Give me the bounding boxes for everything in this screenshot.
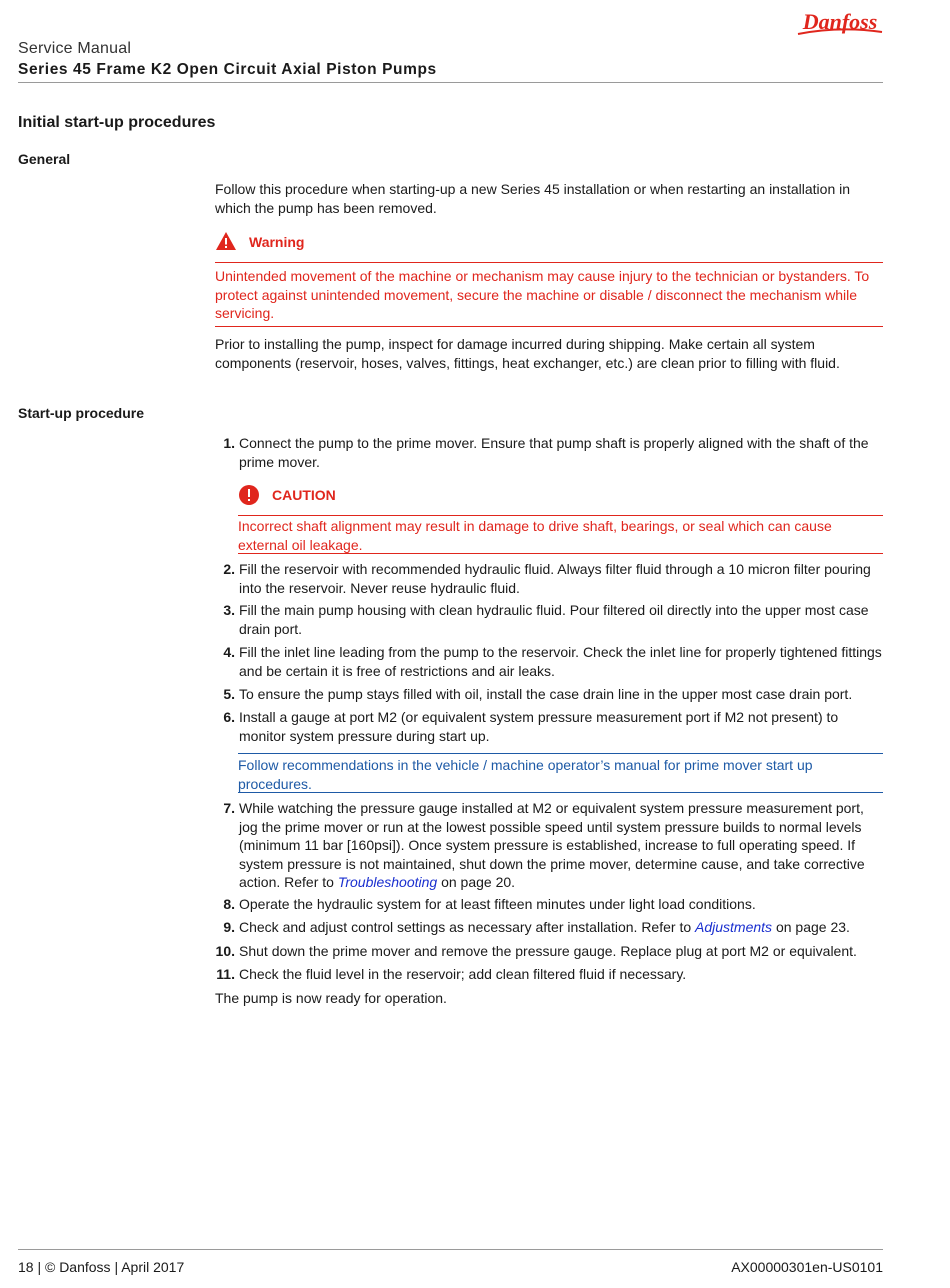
step-number: 6. bbox=[223, 709, 235, 725]
footer-doc-code: AX00000301en-US0101 bbox=[731, 1259, 883, 1275]
step-text-part: on page 20. bbox=[437, 874, 516, 890]
step-text: Shut down the prime mover and remove the pressure gauge. Replace plug at port M2 or equivalent. bbox=[239, 943, 857, 959]
caution-label: CAUTION bbox=[272, 487, 336, 503]
step-number: 4. bbox=[223, 644, 235, 660]
intro-paragraph: Follow this procedure when starting-up a new Series 45 installation or when restarting an installation in which the pump has been removed. bbox=[215, 181, 851, 216]
step-number: 10. bbox=[215, 943, 235, 959]
footer-page-info: 18 | © Danfoss | April 2017 bbox=[18, 1259, 185, 1275]
step-text: Check the fluid level in the reservoir; add clean filtered fluid if necessary. bbox=[239, 966, 687, 982]
troubleshooting-link[interactable]: Troubleshooting bbox=[337, 874, 438, 890]
warning-triangle-icon bbox=[215, 231, 237, 251]
caution-bottom-rule bbox=[238, 553, 883, 554]
adjustments-link[interactable]: Adjustments bbox=[695, 919, 773, 935]
warning-label: Warning bbox=[249, 234, 305, 250]
step-text: Fill the main pump housing with clean hydraulic fluid. Pour filtered oil directly into the upper most case drain port. bbox=[239, 602, 869, 637]
step-text-part: on page 23. bbox=[772, 919, 850, 935]
danfoss-logo bbox=[790, 4, 890, 44]
document-title: Series 45 Frame K2 Open Circuit Axial Piston Pumps bbox=[18, 61, 437, 78]
warning-bottom-rule bbox=[215, 326, 883, 327]
footer-divider bbox=[18, 1249, 883, 1250]
step-text: Fill the reservoir with recommended hydraulic fluid. Always filter fluid through a 10 micron filter pouring into the reservoir. Never reuse hydraulic fluid. bbox=[239, 561, 871, 596]
caution-circle-icon bbox=[238, 484, 260, 506]
general-heading: General bbox=[18, 151, 71, 167]
step-number: 7. bbox=[223, 800, 235, 816]
warning-text: Unintended movement of the machine or mechanism may cause injury to the technician or bystanders. To protect against unintended movement, secure the machine or disable / disconnect the mechanism while servicing. bbox=[215, 268, 870, 321]
step-number: 11. bbox=[216, 966, 235, 982]
caution-text: Incorrect shaft alignment may result in damage to drive shaft, bearings, or seal which can cause external oil leakage. bbox=[238, 518, 832, 553]
step-text: Operate the hydraulic system for at least fifteen minutes under light load conditions. bbox=[239, 896, 756, 912]
note-text: Follow recommendations in the vehicle / machine operator’s manual for prime mover start up procedures. bbox=[238, 757, 813, 792]
step-text-part: Check and adjust control settings as necessary after installation. Refer to bbox=[239, 919, 696, 935]
step-text: To ensure the pump stays filled with oil, install the case drain line in the upper most case drain port. bbox=[239, 686, 853, 702]
note-top-rule bbox=[238, 753, 883, 754]
prior-paragraph: Prior to installing the pump, inspect for damage incurred during shipping. Make certain all system components (reservoir, hoses, valves, fittings, heat exchanger, etc.) are clean prior to filling with fluid. bbox=[215, 336, 840, 371]
step-number: 9. bbox=[223, 919, 235, 935]
step-number: 5. bbox=[223, 686, 235, 702]
section-title: Initial start-up procedures bbox=[18, 114, 216, 131]
step-number: 2. bbox=[223, 561, 235, 577]
step-text-part: While watching the pressure gauge installed at M2 or equivalent system pressure measurement port, jog the prime mover or run at the lowest possible speed until system pressure builds to normal levels (minimum 11 bar [160psi]). Once system pressure is established, increase to full operating speed. If system pressure is not maintained, shut down the prime mover, determine cause, and take corrective action. Refer to bbox=[239, 800, 865, 890]
step-text: Fill the inlet line leading from the pump to the reservoir. Check the inlet line for properly tightened fittings and be certain it is free of restrictions and air leaks. bbox=[239, 644, 882, 679]
step-text bbox=[239, 799, 883, 892]
step-text: Install a gauge at port M2 (or equivalent system pressure measurement port if M2 not present) to monitor system pressure during start up. bbox=[239, 709, 839, 744]
document-type: Service Manual bbox=[18, 40, 132, 57]
step-number: 3. bbox=[223, 602, 235, 618]
logo-text: Danfoss bbox=[802, 9, 878, 34]
step-number: 1. bbox=[223, 435, 235, 451]
step-text bbox=[239, 918, 883, 937]
caution-top-rule bbox=[238, 515, 883, 516]
step-number: 8. bbox=[223, 896, 235, 912]
header-divider bbox=[18, 82, 883, 83]
step-text: Connect the pump to the prime mover. Ensure that pump shaft is properly aligned with the shaft of the prime mover. bbox=[239, 435, 869, 470]
warning-top-rule bbox=[215, 262, 883, 263]
startup-heading: Start-up procedure bbox=[18, 405, 145, 421]
closing-paragraph: The pump is now ready for operation. bbox=[215, 990, 447, 1006]
note-bottom-rule bbox=[238, 792, 883, 793]
